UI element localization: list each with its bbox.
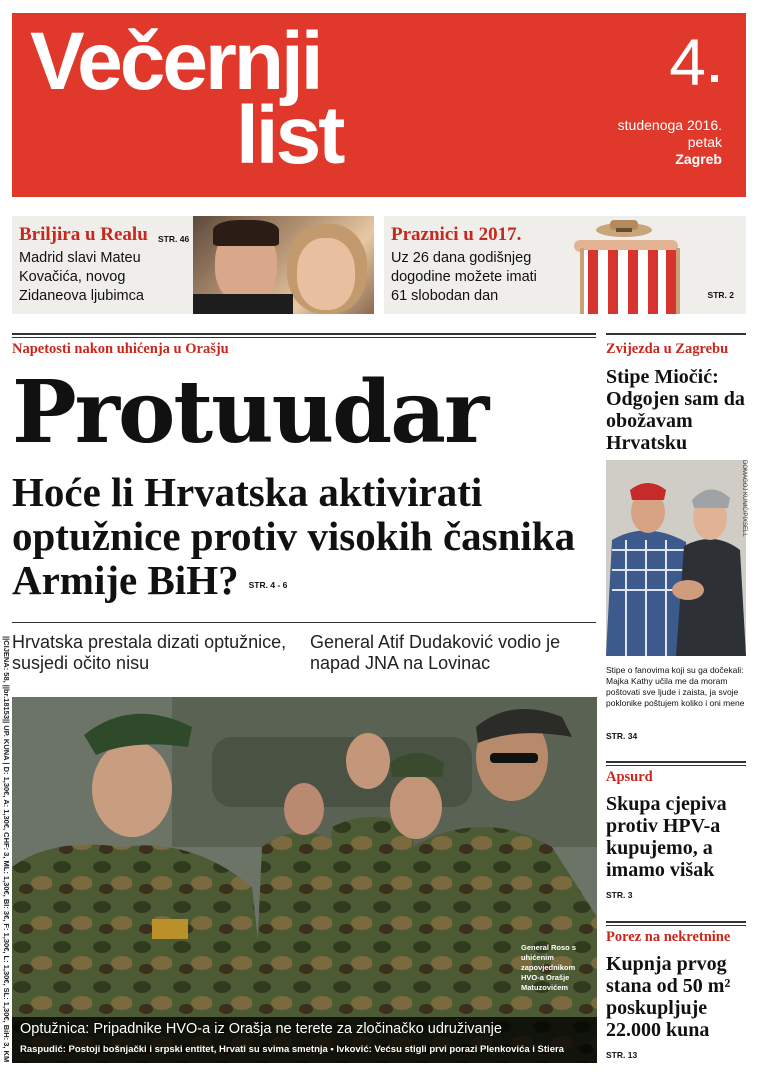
issue-weekday: petak [687, 134, 722, 150]
issue-city: Zagreb [675, 151, 722, 167]
logo-line-2: list [236, 90, 343, 181]
teaser-title: Praznici u 2017. [391, 224, 522, 245]
sidebar-divider [606, 765, 746, 766]
sidebar-page-hpv: STR. 3 [606, 890, 633, 900]
sidebar-kicker-hpv: Apsurd [606, 769, 653, 785]
issue-day-number: 4 [669, 25, 706, 99]
divider [12, 333, 596, 335]
sidebar-text-miocic: Stipe o fanovima koji su ga dočekali: Majka Kathy učila me da moram poštovati sve ljude i zaista, ja svoje poklonike poštujem koliko i oni mene [606, 665, 745, 708]
sidebar-headline-hpv[interactable]: Skupa cjepiva protiv HPV-a kupujemo, a imamo višak [606, 793, 727, 881]
issue-month-year: studenoga 2016. [617, 117, 722, 133]
teaser-text: Madrid slavi Mateu Kovačića, novog Zidaneova ljubimca [19, 250, 144, 304]
photo-credit: DOMAGOJ KUNIĆ/PIXSELL [741, 460, 747, 537]
sidebar-headline-property-tax[interactable]: Kupnja prvog stana od 50 m² poskupljuje 22.000 kuna [606, 953, 731, 1041]
main-subheadline[interactable] [12, 470, 602, 607]
teaser-page: STR. 46 [158, 234, 190, 244]
couple-photo [193, 216, 374, 314]
teaser-holidays[interactable] [384, 216, 746, 314]
masthead [12, 13, 746, 197]
newspaper-logo[interactable] [30, 16, 343, 181]
subheadline-text: Hoće li Hrvatska aktivirati optužnice protiv visokih časnika Armije BiH? [12, 469, 576, 603]
caption-bar-main[interactable]: Optužnica: Pripadnike HVO-a iz Orašja ne terete za zločinačko udruživanje [20, 1021, 502, 1037]
imprint-text: ||CIJENA: 58, ||br.18153|| UP. KUNA | D: 1,30€, A: 1,30€, CHF: 3, ML: 1,30€, BI: 3€, F: 1,30€, L: 1,30€, SL: 1,30€, BiH: 3, KM [2, 636, 11, 1063]
sidebar-page-miocic: STR. 34 [606, 731, 638, 741]
photo-caption: General Roso s uhićenim zapovjednikom HVO-a Orašje Matuzovićem [521, 943, 577, 992]
soldiers-photo[interactable] [12, 697, 597, 1063]
deck-chair-photo [544, 218, 724, 314]
date-dot [711, 75, 718, 82]
divider [12, 337, 596, 338]
teaser-text: Uz 26 dana godišnjeg dogodine možete imati 61 slobodan dan [391, 250, 537, 304]
main-kicker: Napetosti nakon uhićenja u Orašju [12, 341, 229, 357]
story-column-a[interactable]: Hrvatska prestala dizati optužnice, susjedi očito nisu [12, 632, 287, 673]
teaser-title: Briljira u Realu [19, 224, 148, 245]
miocic-photo[interactable] [606, 460, 746, 656]
main-headline[interactable]: Protuudar [12, 362, 488, 463]
teaser-kovacic[interactable] [12, 216, 374, 314]
imprint-strip [2, 636, 12, 1063]
divider [12, 622, 596, 623]
sidebar-divider [606, 333, 746, 335]
teaser-page: STR. 2 [707, 290, 734, 300]
story-column-b[interactable]: General Atif Dudaković vodio je napad JNA na Lovinac [310, 632, 561, 673]
sidebar-divider [606, 925, 746, 926]
miocic-illustration [606, 460, 746, 656]
sidebar-headline-miocic[interactable]: Stipe Miočić: Odgojen sam da obožavam Hrvatsku [606, 366, 745, 454]
main-page: STR. 4 - 6 [248, 579, 288, 590]
sidebar-kicker-property-tax: Porez na nekretnine [606, 929, 731, 945]
sidebar-page-property-tax: STR. 13 [606, 1050, 638, 1060]
sidebar-divider [606, 761, 746, 763]
logo-line-1: Večernji [30, 16, 321, 107]
sidebar-divider [606, 921, 746, 923]
sidebar-kicker-miocic: Zvijezda u Zagrebu [606, 341, 729, 357]
caption-bar-sub[interactable]: Raspudić: Postoji bošnjački i srpski entitet, Hrvati su svima smetnja • Ivković: Većsu stigli prvi porazi Plenkovića i Stiera [20, 1044, 564, 1055]
soldiers-illustration [12, 697, 597, 1063]
